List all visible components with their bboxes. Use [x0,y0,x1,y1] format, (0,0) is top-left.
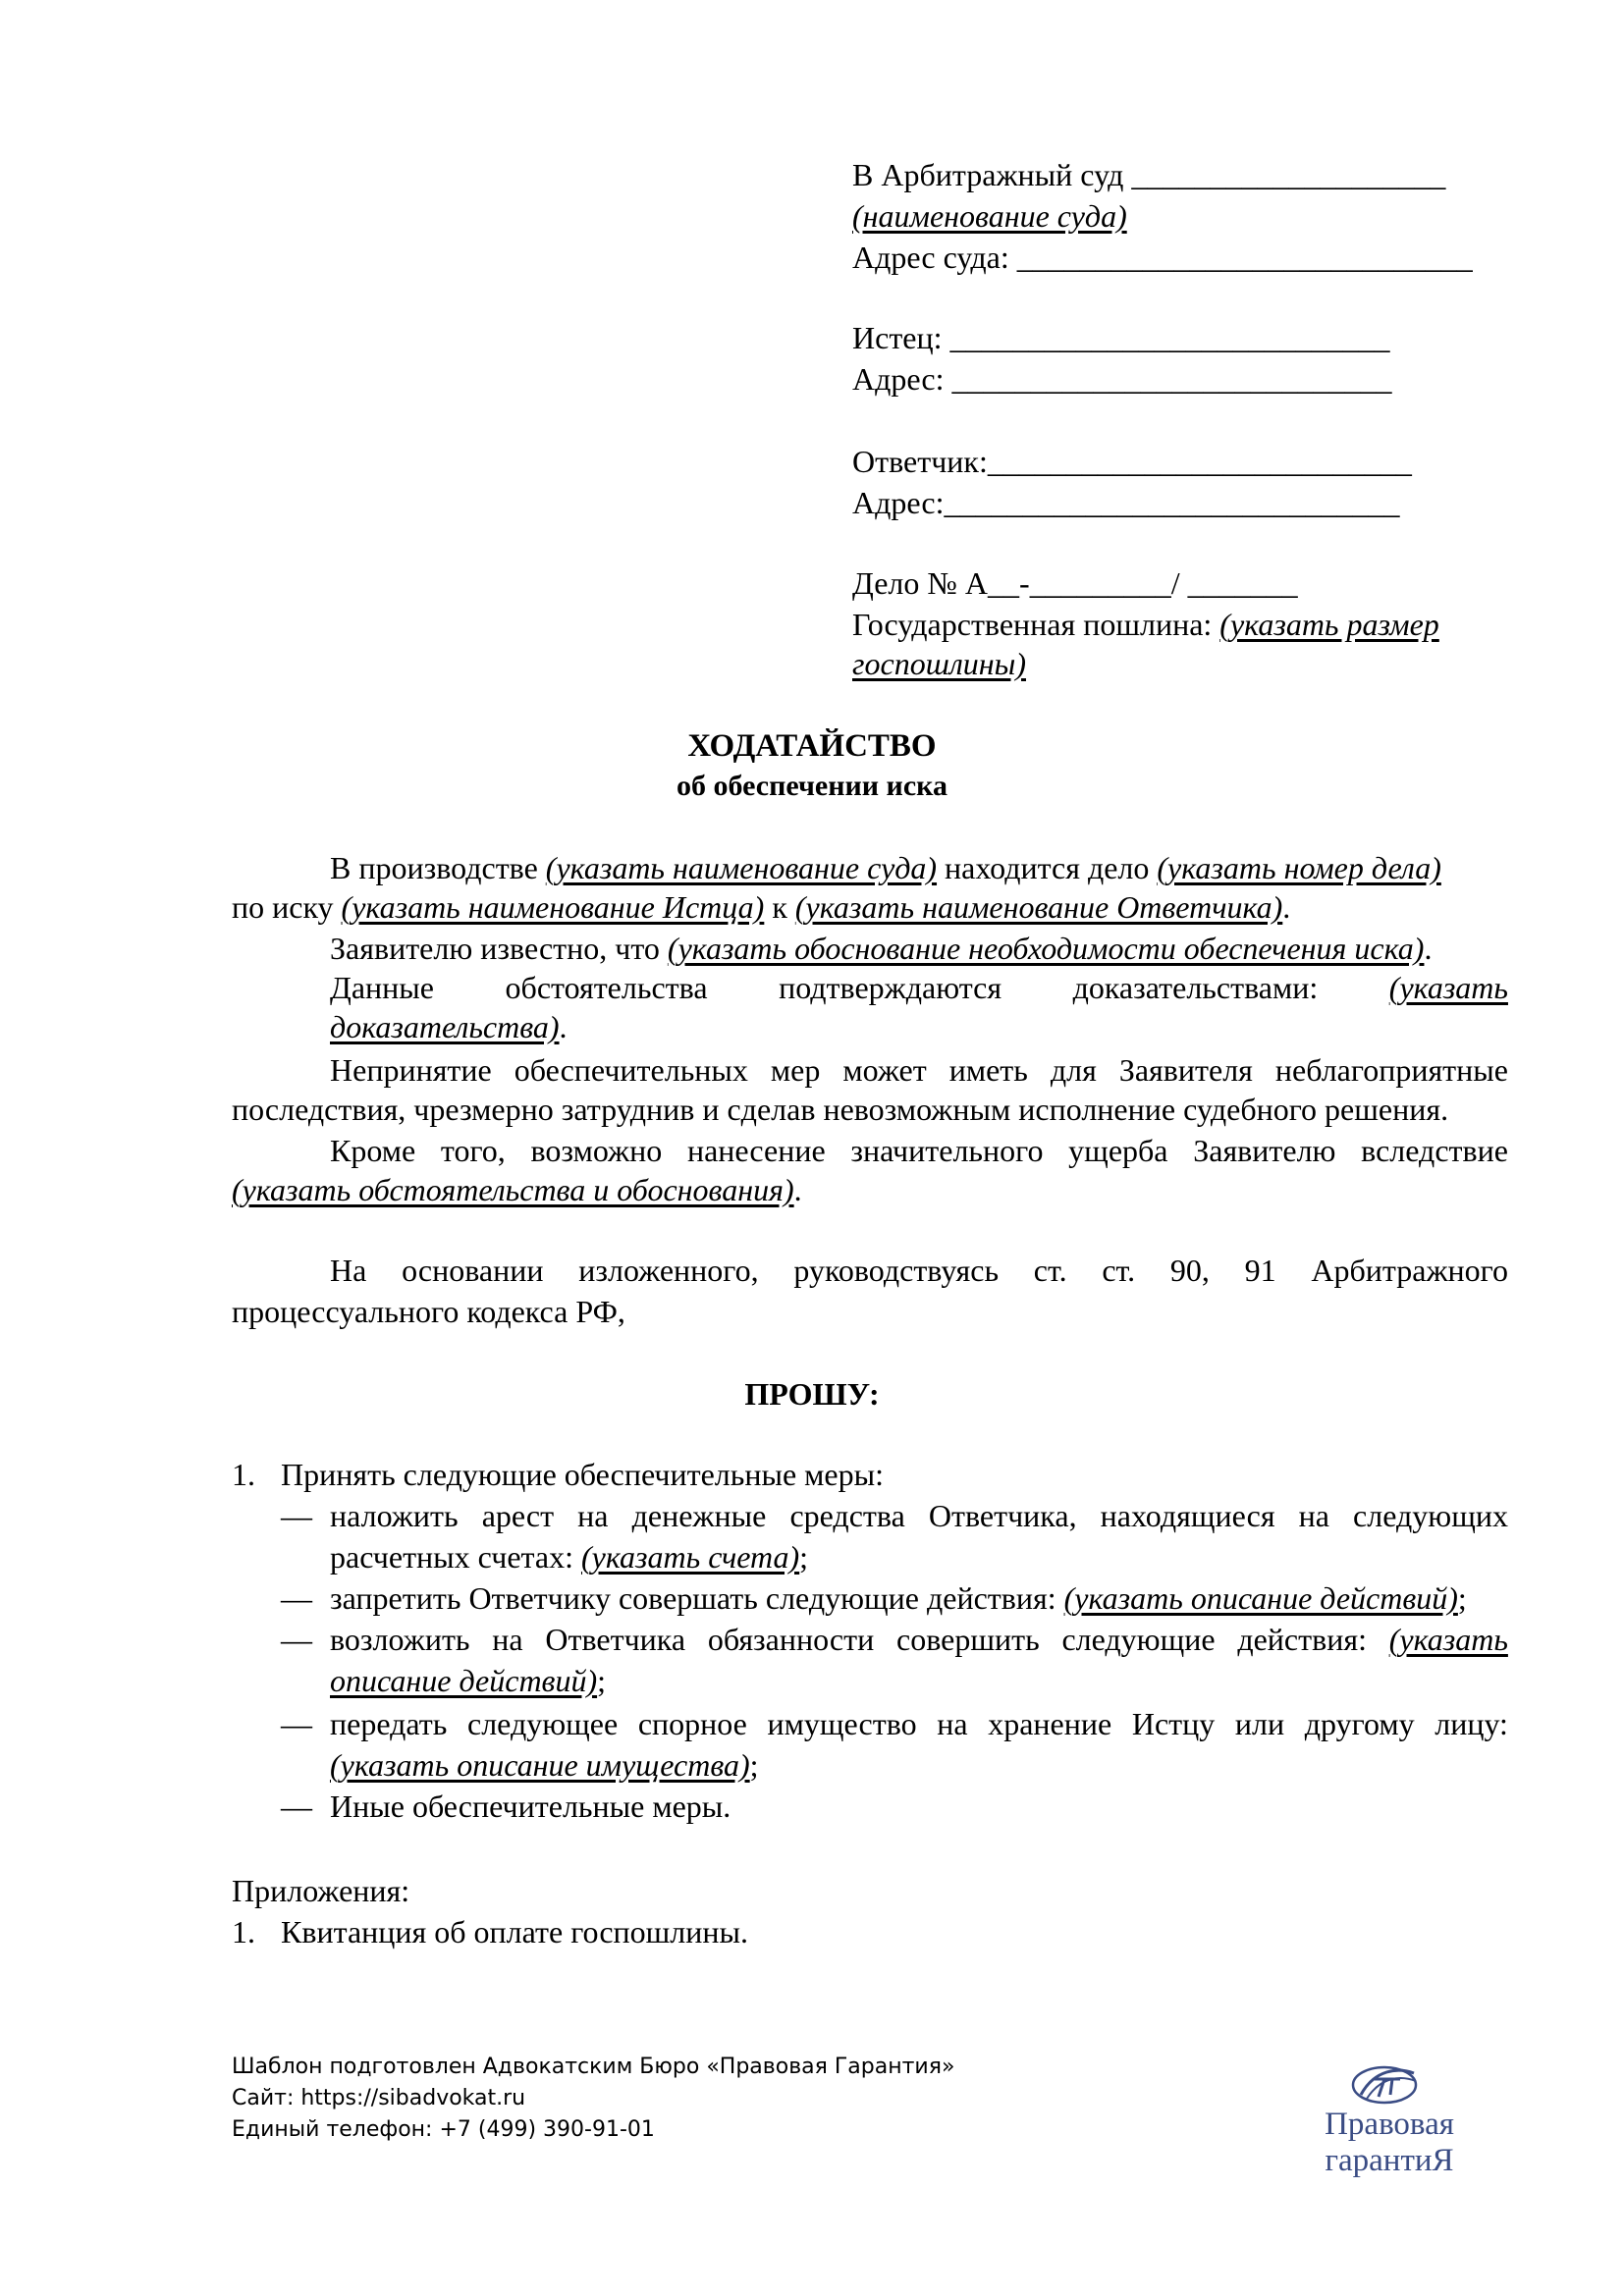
request-heading: ПРОШУ: [744,1376,880,1412]
document-subtitle: об обеспечении иска [677,770,947,802]
paragraph-4-line-1: Непринятие обеспечительных мер может иметь для Заявителя неблагоприятные [330,1052,1508,1088]
measure-1-dash: — [281,1498,312,1533]
paragraph-3-line-2: доказательства). [330,1009,568,1044]
logo-emblem-icon [1276,2059,1502,2110]
attachment-text: Квитанция об оплате госпошлины. [281,1914,748,1949]
attachment-number: 1. [232,1914,255,1949]
measure-2: запретить Ответчику совершать следующие действия: (указать описание действий); [330,1580,1467,1616]
measure-4-line-1: передать следующее спорное имущество на хранение Истцу или другому лицу: [330,1706,1508,1741]
court-hint: (наименование суда) [852,198,1127,234]
plaintiff-address-line: Адрес: ____________________________ [852,361,1392,397]
defendant-line: Ответчик:___________________________ [852,444,1412,479]
measure-5-dash: — [281,1789,312,1824]
plaintiff-line: Истец: ____________________________ [852,320,1390,355]
court-address-line: Адрес суда: _____________________________ [852,240,1473,275]
measure-1-line-1: наложить арест на денежные средства Ответчика, находящиеся на следующих [330,1498,1508,1533]
logo-text: Правовая гарантиЯ [1325,2107,1454,2178]
document-title: ХОДАТАЙСТВО [687,728,937,764]
paragraph-5-line-1: Кроме того, возможно нанесение значительного ущерба Заявителю вследствие [330,1133,1508,1168]
state-fee-line: Государственная пошлина: (указать размер [852,607,1439,642]
measure-3-line-2: описание действий); [330,1663,606,1698]
paragraph-2: Заявителю известно, что (указать обоснование необходимости обеспечения иска). [330,931,1433,966]
footer-site: Сайт: https://sibadvokat.ru [232,2086,526,2110]
request-item-text: Принять следующие обеспечительные меры: [281,1457,884,1492]
measure-2-dash: — [281,1580,312,1616]
measure-4-line-2: (указать описание имущества); [330,1747,759,1783]
measure-3-line-1: возложить на Ответчика обязанности совершить следующие действия: (указать [330,1622,1508,1657]
footer-prepared-by: Шаблон подготовлен Адвокатским Бюро «Правовая Гарантия» [232,2055,955,2079]
defendant-address-line: Адрес:_____________________________ [852,485,1400,520]
measure-4-dash: — [281,1706,312,1741]
paragraph-1-line-1: В производстве (указать наименование суда) находится дело (указать номер дела) [330,850,1441,885]
measure-5: Иные обеспечительные меры. [330,1789,731,1824]
measure-3-dash: — [281,1622,312,1657]
company-logo [1276,2059,1502,2178]
paragraph-3-line-1: Данные обстоятельства подтверждаются доказательствами: (указать [330,970,1508,1005]
court-line: В Арбитражный суд ____________________ [852,157,1446,192]
paragraph-6-line-1: На основании изложенного, руководствуясь ст. ст. 90, 91 Арбитражного [330,1253,1508,1288]
measure-1-line-2: расчетных счетах: (указать счета); [330,1539,809,1575]
footer-phone: Единый телефон: +7 (499) 390-91-01 [232,2117,655,2142]
paragraph-4-line-2: последствия, чрезмерно затруднив и сделав невозможным исполнение судебного решения. [232,1092,1449,1127]
state-fee-hint: госпошлины) [852,646,1026,681]
attachments-heading: Приложения: [232,1873,410,1908]
request-item-number: 1. [232,1457,255,1492]
paragraph-1-line-2: по иску (указать наименование Истца) к (указать наименование Ответчика). [232,889,1291,925]
paragraph-5-line-2: (указать обстоятельства и обоснования). [232,1172,802,1207]
case-number-line: Дело № А__-_________/ _______ [852,565,1298,601]
paragraph-6-line-2: процессуального кодекса РФ, [232,1294,625,1329]
